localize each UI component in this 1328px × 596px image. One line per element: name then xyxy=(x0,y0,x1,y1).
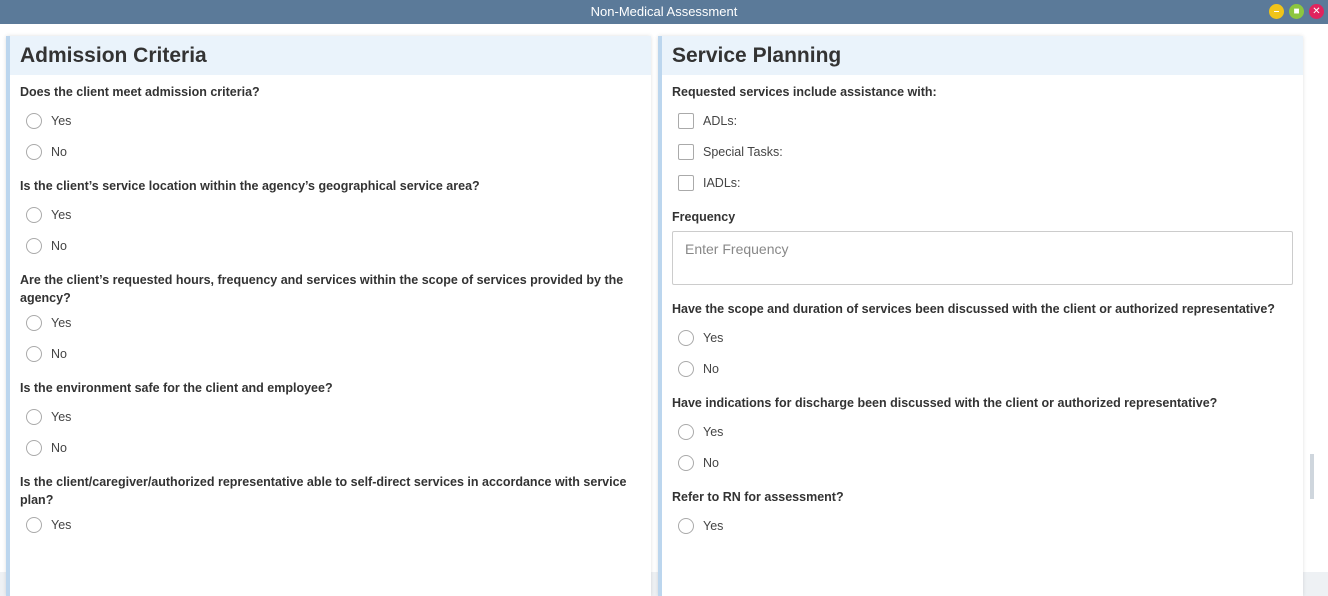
radio-option-yes[interactable] xyxy=(20,510,641,541)
radio-circle[interactable] xyxy=(26,238,42,254)
option-label: No xyxy=(51,145,67,159)
radio-option-yes[interactable] xyxy=(672,417,1293,448)
service-planning-panel xyxy=(658,36,1303,596)
scrollbar[interactable] xyxy=(1308,24,1328,572)
radio-option-no[interactable] xyxy=(672,354,1293,385)
radio-circle[interactable] xyxy=(26,113,42,129)
question-self-direct: Is the client/caregiver/authorized representative able to self-direct services in accordance with service plan? xyxy=(20,475,627,507)
checkbox-iadls[interactable] xyxy=(672,168,1293,199)
radio-option-yes[interactable] xyxy=(20,308,641,339)
question-meets-criteria: Does the client meet admission criteria? xyxy=(20,85,260,99)
radio-option-no[interactable] xyxy=(20,137,641,168)
option-label: Yes xyxy=(51,114,72,128)
radio-option-no[interactable] xyxy=(672,448,1293,479)
radio-circle[interactable] xyxy=(26,207,42,223)
radio-option-yes[interactable] xyxy=(20,200,641,231)
radio-circle[interactable] xyxy=(678,455,694,471)
scrollbar-thumb[interactable] xyxy=(1310,454,1314,499)
checkbox-box[interactable] xyxy=(678,175,694,191)
radio-circle[interactable] xyxy=(678,518,694,534)
option-label: Yes xyxy=(51,410,72,424)
window-controls xyxy=(1269,4,1324,19)
option-label: No xyxy=(51,239,67,253)
radio-option-no[interactable] xyxy=(20,339,641,370)
radio-circle[interactable] xyxy=(26,315,42,331)
option-label: No xyxy=(703,362,719,376)
option-label: No xyxy=(51,441,67,455)
frequency-label: Frequency xyxy=(672,210,736,224)
radio-circle[interactable] xyxy=(678,361,694,377)
radio-circle[interactable] xyxy=(26,409,42,425)
option-label: Yes xyxy=(703,331,724,345)
option-label: Yes xyxy=(703,519,724,533)
question-scope-duration: Have the scope and duration of services been discussed with the client or authorized representative? xyxy=(672,302,1275,316)
question-service-location: Is the client’s service location within the agency’s geographical service area? xyxy=(20,179,480,193)
radio-circle[interactable] xyxy=(678,330,694,346)
option-label: No xyxy=(703,456,719,470)
radio-option-yes[interactable] xyxy=(672,511,1293,542)
checkbox-label: IADLs: xyxy=(703,176,741,190)
question-environment-safe: Is the environment safe for the client and employee? xyxy=(20,381,333,395)
minimize-icon[interactable]: – xyxy=(1269,4,1284,19)
window-title: Non-Medical Assessment xyxy=(590,4,738,19)
radio-circle[interactable] xyxy=(678,424,694,440)
option-label: Yes xyxy=(51,316,72,330)
radio-option-no[interactable] xyxy=(20,231,641,262)
option-label: No xyxy=(51,347,67,361)
radio-option-yes[interactable] xyxy=(20,106,641,137)
radio-circle[interactable] xyxy=(26,440,42,456)
question-refer-rn: Refer to RN for assessment? xyxy=(672,490,844,504)
service-planning-title: Service Planning xyxy=(662,36,1303,75)
radio-circle[interactable] xyxy=(26,144,42,160)
window-titlebar xyxy=(0,0,1328,24)
option-label: Yes xyxy=(51,208,72,222)
admission-criteria-title: Admission Criteria xyxy=(10,36,651,75)
radio-option-yes[interactable] xyxy=(20,402,641,433)
checkbox-adls[interactable] xyxy=(672,106,1293,137)
question-discharge: Have indications for discharge been discussed with the client or authorized representative? xyxy=(672,396,1218,410)
checkbox-box[interactable] xyxy=(678,113,694,129)
option-label: Yes xyxy=(703,425,724,439)
option-label: Yes xyxy=(51,518,72,532)
requested-services-label: Requested services include assistance with: xyxy=(672,85,937,99)
maximize-icon[interactable]: ■ xyxy=(1289,4,1304,19)
question-requested-hours: Are the client’s requested hours, frequency and services within the scope of services provided by the agency? xyxy=(20,273,624,305)
checkbox-label: ADLs: xyxy=(703,114,738,128)
radio-circle[interactable] xyxy=(26,346,42,362)
checkbox-special-tasks[interactable] xyxy=(672,137,1293,168)
checkbox-box[interactable] xyxy=(678,144,694,160)
radio-option-yes[interactable] xyxy=(672,323,1293,354)
frequency-input[interactable]: Enter Frequency xyxy=(672,231,1293,285)
radio-circle[interactable] xyxy=(26,517,42,533)
admission-criteria-panel xyxy=(6,36,651,596)
form-content xyxy=(0,24,1328,572)
radio-option-no[interactable] xyxy=(20,433,641,464)
close-icon[interactable]: ✕ xyxy=(1309,4,1324,19)
checkbox-label: Special Tasks: xyxy=(703,145,783,159)
